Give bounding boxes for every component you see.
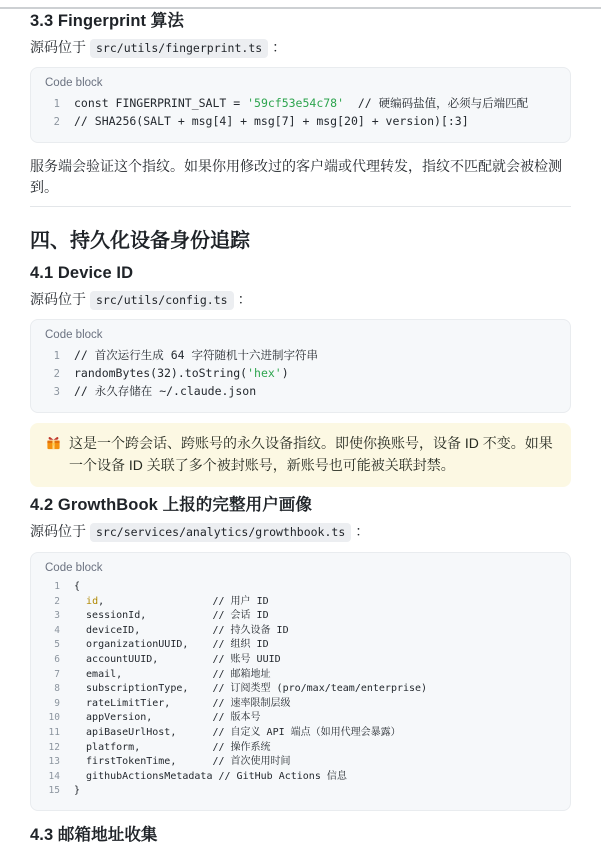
- code-text: sessionId, // 会话 ID: [74, 610, 269, 622]
- code-line: [45, 755, 556, 770]
- code-line: [45, 347, 556, 365]
- code-text: // 永久存储在 ~/.claude.json: [74, 384, 257, 398]
- code-line: [45, 383, 556, 401]
- line-number: 2: [53, 116, 60, 128]
- line-number: 6: [54, 653, 60, 665]
- code-lines: [45, 580, 556, 799]
- line-number: 3: [54, 610, 60, 622]
- code-line: [45, 726, 556, 741]
- code-text: subscriptionType, // 订阅类型 (pro/max/team/enterprise): [74, 683, 428, 695]
- line-number: 13: [48, 756, 60, 768]
- source-location-line: [30, 521, 571, 543]
- code-text: rateLimitTier, // 速率限制层级: [74, 697, 291, 709]
- section-heading-4-3: 4.3 邮箱地址收集: [30, 825, 158, 844]
- line-number: 2: [54, 595, 60, 607]
- line-number: 12: [48, 741, 60, 753]
- source-prefix-text: 源码位于: [30, 523, 86, 539]
- line-number: 10: [48, 712, 60, 724]
- code-lines: [45, 347, 556, 401]
- line-number: 1: [53, 98, 60, 110]
- line-number: 1: [53, 350, 60, 362]
- inline-code-config-path: src/utils/config.ts: [90, 291, 234, 310]
- code-text: // 首次运行生成 64 字符随机十六进制字符串: [74, 348, 318, 362]
- line-number: 15: [48, 785, 60, 797]
- source-prefix-text: 源码位于: [30, 39, 86, 55]
- code-text: {: [74, 581, 81, 592]
- code-line: [45, 697, 556, 712]
- line-number: 1: [54, 581, 60, 592]
- line-number: 8: [54, 683, 60, 695]
- gift-emoji-icon: [46, 435, 61, 455]
- code-block-label: Code block: [45, 329, 103, 341]
- source-suffix-text: ：: [237, 291, 252, 307]
- code-line: [45, 595, 556, 610]
- section-divider: [30, 206, 571, 207]
- page-top-divider: [0, 0, 601, 9]
- inline-code-growthbook-path: src/services/analytics/growthbook.ts: [90, 523, 351, 542]
- line-number: 3: [53, 386, 60, 398]
- warning-text: 这是一个跨会话、跨账号的永久设备指纹。即使你换账号，设备 ID 不变。如果一个设备 ID 关联了多个被封账号，新账号也可能被关联封禁。: [69, 435, 553, 473]
- inline-code-fingerprint-path: src/utils/fingerprint.ts: [90, 39, 268, 58]
- article-content: [0, 11, 601, 845]
- code-line: [45, 609, 556, 624]
- code-line: [45, 668, 556, 683]
- code-text: // SHA256(SALT + msg[4] + msg[7] + msg[20] + version)[:3]: [74, 114, 469, 128]
- code-text: apiBaseUrlHost, // 自定义 API 端点（如用代理会暴露）: [74, 726, 401, 738]
- code-line: [45, 682, 556, 697]
- code-line: [45, 95, 556, 113]
- line-number: 4: [54, 624, 60, 636]
- code-text: email, // 邮箱地址: [74, 668, 271, 680]
- code-text: firstTokenTime, // 首次使用时间: [74, 756, 291, 768]
- section-heading-4: 四、持久化设备身份追踪: [30, 230, 250, 252]
- code-block-growthbook: [30, 552, 571, 811]
- code-text: randomBytes(32).toString('hex'): [74, 366, 289, 380]
- code-block-fingerprint: [30, 67, 571, 143]
- code-lines: [45, 95, 556, 131]
- code-line: [45, 711, 556, 726]
- source-prefix-text: 源码位于: [30, 291, 86, 307]
- code-text: appVersion, // 版本号: [74, 712, 261, 724]
- code-line: [45, 653, 556, 668]
- line-number: 7: [54, 668, 60, 680]
- code-text: platform, // 操作系统: [74, 741, 271, 753]
- code-line: [45, 113, 556, 131]
- code-block-device-id: [30, 319, 571, 413]
- source-location-line: [30, 37, 571, 59]
- code-line: [45, 770, 556, 785]
- section-heading-3-3: 3.3 Fingerprint 算法: [30, 12, 184, 30]
- code-text: id, // 用户 ID: [86, 595, 269, 607]
- source-suffix-text: ：: [355, 523, 370, 539]
- verify-note-paragraph: 服务端会验证这个指纹。如果你用修改过的客户端或代理转发，指纹不匹配就会被检测到。: [30, 158, 562, 195]
- warning-callout: [30, 423, 571, 487]
- code-text: const FINGERPRINT_SALT = '59cf53e54c78' // 硬编码盐值，必须与后端匹配: [74, 96, 529, 110]
- code-line: [45, 741, 556, 756]
- code-line: [45, 580, 556, 595]
- code-line: [45, 638, 556, 653]
- code-line: [45, 784, 556, 799]
- line-number: 9: [54, 697, 60, 709]
- code-text: organizationUUID, // 组织 ID: [74, 639, 269, 651]
- code-text: deviceID, // 持久设备 ID: [74, 624, 289, 636]
- line-number: 5: [54, 639, 60, 651]
- code-line: [45, 624, 556, 639]
- line-number: 2: [53, 368, 60, 380]
- code-text: accountUUID, // 账号 UUID: [74, 653, 281, 665]
- section-heading-4-1: 4.1 Device ID: [30, 264, 134, 282]
- section-heading-4-2: 4.2 GrowthBook 上报的完整用户画像: [30, 496, 312, 514]
- code-line: [45, 365, 556, 383]
- line-number: 11: [48, 726, 60, 738]
- code-text: }: [74, 785, 81, 797]
- code-text: githubActionsMetadata // GitHub Actions 信息: [74, 770, 347, 782]
- code-block-label: Code block: [45, 77, 103, 89]
- line-number: 14: [48, 770, 60, 782]
- source-suffix-text: ：: [272, 39, 287, 55]
- code-block-label: Code block: [45, 562, 103, 574]
- source-location-line: [30, 289, 571, 311]
